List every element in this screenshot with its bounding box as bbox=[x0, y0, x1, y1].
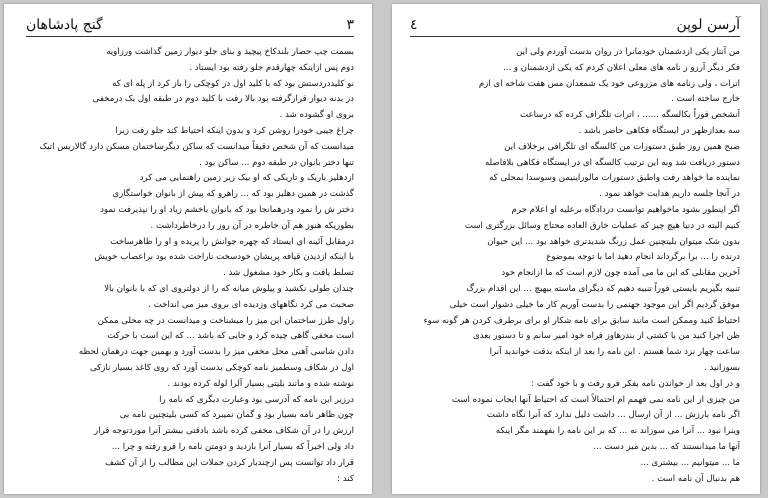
text-line: اگر اینطور بشود ماخواهیم توانست دردادگاه برعلیه او اعلام جرم bbox=[511, 204, 740, 215]
text-line: اترات ، ولی زنامه های مزروعی خود یک شمعدان مس هفت شاخه ای ازم bbox=[478, 78, 740, 89]
text-line: آنشخص فوراً بکالسگه ...... ، اترات تلگراف کرده که درساعت bbox=[520, 110, 740, 121]
text-line: و در اول بعد از خواندن نامه بفکر فرو رفت و با خود گفت : bbox=[531, 378, 740, 389]
text-line: گذشت در همین دهلیز بود که ... راهرو که پیش از بانوان خواستگاری bbox=[112, 189, 354, 200]
text-line: درمقابل آئینه ای ایستاد که چهره جوانش را پریده و او را ظاهرساخت bbox=[110, 236, 354, 247]
text-line: من چیزی از این نامه نمی فهمم ام احتمالاً است که احتیاط آنها ایجاب نموده است bbox=[451, 394, 740, 405]
text-line: آخرین مقابلی که این ما می آمده چون لازم است که ما ازانجام خود bbox=[501, 268, 740, 279]
left-page-body bbox=[26, 45, 354, 487]
text-line: بطوریکه هنوز هم آن خاطره در آن روز را درخاطرداشت . bbox=[150, 220, 354, 231]
text-line: چون ظاهر نامه بسیار بود و گمان نمیبرد که کسی بلیتچنین نامه بی bbox=[119, 410, 354, 421]
text-line: چندان طولی نکشید و پیلوش میانه که را از دولتروی ای که با بانوان بالا bbox=[104, 283, 354, 294]
text-line: چراغ جیبی خودرا روشن کرد و بدون اینکه احتیاط کند جلو رفت زیرا bbox=[115, 125, 354, 136]
text-line: است مخفی گاهی چیده کرد و جایی که باشد ... که این است با حرکت bbox=[107, 331, 354, 342]
right-page-body bbox=[410, 45, 740, 487]
text-line: بدون شک میتوان بلیتچنین عمل زرنگ شدیدتری خواهد بود ... این حیوان bbox=[487, 236, 740, 247]
text-line: فکر دیگر آرزو ز نامه های معلی اعلان کردم که یکی ازدشمنان و ... bbox=[503, 62, 740, 73]
text-line: بسوزانید . bbox=[704, 362, 740, 373]
text-line: نو کلیددردستش بود که با کلید اول در کوچکی را باز کرد از پله ای که bbox=[112, 78, 354, 89]
text-line: در بدنه دیوار قرارگرفته بود بالا رفت با کلید دوم در طبقه اول یک درمخفی bbox=[92, 94, 354, 105]
text-line: دختر ش را نمود ودرهمانجا بود که بانوان باخشم زیاد او را نپذیرفت نمود bbox=[100, 204, 354, 215]
text-line: با اینکه ازدیدن قیافه پریشان خودسخت ناراحت شده بود براعصاب خویش bbox=[94, 252, 354, 263]
right-page-header bbox=[410, 14, 740, 37]
left-page-header bbox=[26, 14, 354, 37]
text-line: تنبیه بگیریم بایستی فوراً تنبیه دهیم که دیگرای ماسته بیهیچ ... این اقدام بزرگ bbox=[466, 283, 740, 294]
text-line: ساعت چهار نزد شما هستم . این نامه را بعد از اینکه بدقت خواندید آنرا bbox=[489, 347, 740, 358]
text-line: آنها ما میدانستند که ... بدین میز دست ... bbox=[593, 441, 740, 452]
text-line: کند : bbox=[337, 473, 354, 484]
text-line: سه بعدازظهر در ایستگاه فکاهی حاضر باشد . bbox=[578, 125, 740, 136]
right-running-title: آرسن لوپن bbox=[676, 17, 740, 33]
text-line: تسلط یافت و بکار خود مشغول شد . bbox=[223, 268, 354, 279]
text-line: موفق گردیم اگر این موجود جهنمی را بدست آوریم کار ما خیلی دشوار است خیلی bbox=[449, 299, 740, 310]
text-line: اول در شکاف وسطمیز نامه کوچکی بدست آورد که روی کاغذ بسیار نازکی bbox=[89, 362, 354, 373]
text-line: اگر نامه بارزش ... از آن ارسال ... داشت دلیل ندارد که آنرا نگاه داشت bbox=[486, 410, 740, 421]
left-running-title: گنج پادشاهان bbox=[26, 17, 103, 33]
text-line: راول طرز ساختمان این میز را میشناخت و میدانست در چه محلی ممکن bbox=[97, 315, 354, 326]
text-line: بروی او گشوده شد . bbox=[279, 110, 354, 121]
text-line: نماینده ما خواهد رفت واطبق دستورات مالوراینیمن وسوسدا بمحلی که bbox=[489, 173, 740, 184]
right-page bbox=[392, 4, 760, 494]
text-line: نوشته شده و مانند بلیتی بسیار آلرا لوله کرده بودند . bbox=[167, 378, 354, 389]
text-line: احتیاط کنید وممکن است مانند سابق برای نامه شکار او برای برطرف کردن هر گونه سوء bbox=[423, 315, 740, 326]
text-line: خارج ساخته است . bbox=[671, 94, 740, 105]
text-line: من آنتار یکی ازدشمنان خودمانرا در روان بدست آوردم ولی این bbox=[516, 47, 740, 57]
text-line: هم بدنبال آن نامه است . bbox=[651, 473, 740, 484]
text-line: درزیر این نامه که آدرسی بود وعبارت دیگری که نامه را bbox=[159, 394, 354, 405]
left-page-number: ٣ bbox=[346, 17, 354, 33]
text-line: داد ولی اخیراً که بسیار آنرا بازدید و دومتن نامه را فرو رفته و چرا ... bbox=[111, 441, 354, 452]
text-line: قرار داد توانست پس ازچندبار کردن جملات این مطالب را از آن کشف bbox=[105, 457, 354, 468]
left-page bbox=[4, 4, 372, 494]
text-line: تنها دختر بانوان در طبقه دوم ... ساکن بود . bbox=[199, 157, 354, 168]
text-line: ازدهلیز باریک و تاریکی که او بیک زیر زمین راهنمایی می کرد bbox=[139, 173, 354, 184]
text-line: ما ... میتوانیم ... بیشتری ... bbox=[640, 457, 740, 468]
text-line: وینرا نبود ... آنرا می سوزاند نه ... که بر این نامه را بفهمند مگر اینکه bbox=[495, 426, 740, 437]
text-line: صبح همین روز طبق دستورات من کالسگه ای تلگرافی برخلاف این bbox=[504, 141, 740, 152]
text-line: ظن اجرا کنید من با کشتی از بندرهاوز فراه خود امیر سانم و تا دستور بعدی bbox=[473, 331, 740, 342]
text-line: میدانست که آن شخص دقیقاً میدانست که ساکن دیگرساختمان مسکن دارد گالاریس اتیک bbox=[39, 141, 354, 152]
text-line: درنده را ... برا برگرداند انجام دهید اما با توجه بموضوع bbox=[546, 252, 740, 263]
text-line: در آنجا جلسه داریم هدایت خواهد نمود . bbox=[599, 189, 740, 200]
text-line: دوم پس ازاینکه چهارقدم جلو رفته بود ایستاد . bbox=[189, 62, 354, 73]
text-line: کنیم البته در دنیا هیچ چیز که عملیات خارق العاده محتاج وسائل بزرگتری است bbox=[464, 220, 740, 231]
text-line: دادن شاسی آهنی محل مخفی میز را بدست آورد و بهمین جهت درهمان لحظه bbox=[78, 347, 354, 358]
text-line: بسمت چپ حصار بلندکاخ پیچید و بنای جلو دیوار زمین گذاشت ورزاویه bbox=[106, 47, 354, 57]
text-line: ارزش را در آن شکاف مخفی کرده باشد بادقتی بیشتر آنرا موردتوجه قرار bbox=[94, 426, 354, 437]
text-line: صحبت می کرد نگاههای وزدیده ای بروی میز می انداخت . bbox=[148, 299, 354, 310]
text-line: دستور دریافت شد وبه این ترتیب کالسگه ای در ایستگاه فکاهی بلافاصله bbox=[484, 157, 740, 168]
right-page-number: ٤ bbox=[410, 17, 418, 33]
